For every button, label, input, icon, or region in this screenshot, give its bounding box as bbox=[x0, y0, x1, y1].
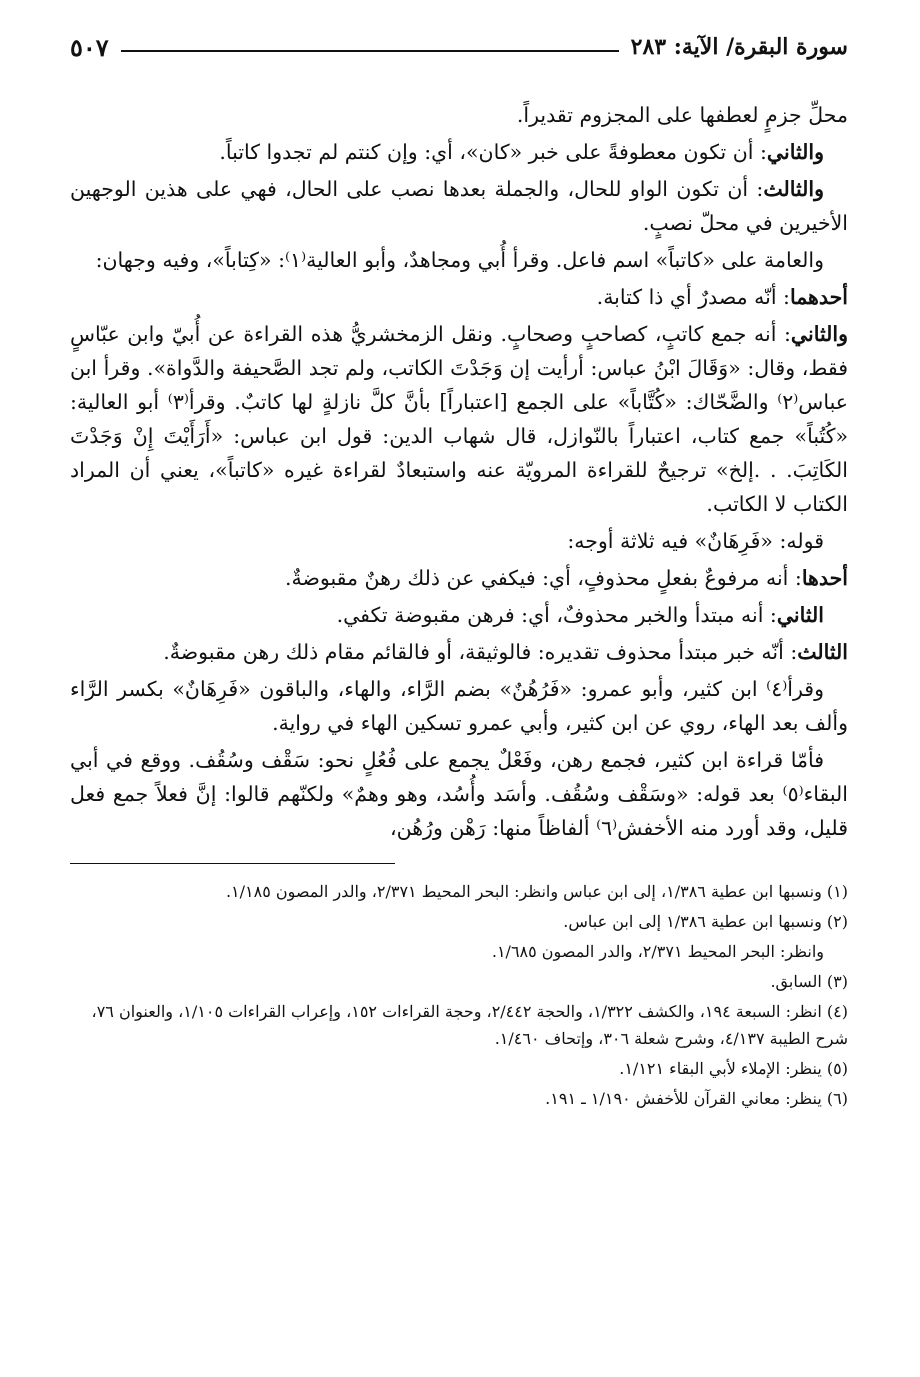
footnote: (٥) ينظر: الإملاء لأبي البقاء ١/١٢١. bbox=[619, 1059, 848, 1078]
footnote-separator bbox=[70, 863, 395, 864]
paragraph: أحدهما: أنّه مصدرٌ أي ذا كتابة. bbox=[596, 285, 848, 309]
main-text bbox=[70, 98, 848, 845]
footnote: (٢) ونسبها ابن عطية ١/٣٨٦ إلى ابن عباس. bbox=[563, 912, 848, 931]
paragraph: والعامة على «كاتباً» اسم فاعل. وقرأ أُبي ومجاهدٌ، وأبو العالية⁽١⁾: «كِتاباً»، وفيه وجهان: bbox=[95, 248, 824, 272]
footnote: (٣) السابق. bbox=[770, 972, 848, 991]
footnote: (٦) ينظر: معاني القرآن للأخفش ١/١٩٠ ـ ١٩١. bbox=[545, 1089, 848, 1108]
keyword: والثاني bbox=[790, 322, 848, 346]
keyword: أحدهما bbox=[789, 285, 848, 309]
keyword: الثاني bbox=[776, 603, 824, 627]
paragraph: فأمّا قراءة ابن كثير، فجمع رهن، وفَعْلٌ يجمع على فُعُلٍ نحو: سَقْف وسُقُف. ووقع في أبي البقاء⁽٥⁾ بعد قوله: «وسَقْف وسُقُف. وأسَد وأُسُد، وهو وهمٌ» ولكنّهم قالوا: إنَّ فعلاً جمع فعل قليل، وقد أورد منه الأخفش⁽٦⁾ ألفاظاً منها: رَهْن ورُهُن، bbox=[70, 748, 848, 840]
keyword: والثاني bbox=[766, 140, 824, 164]
paragraph: محلِّ جزمٍ لعطفها على المجزوم تقديراً. bbox=[516, 103, 848, 127]
document-page bbox=[70, 30, 848, 1347]
paragraph: أحدها: أنه مرفوعٌ بفعلٍ محذوفٍ، أي: فيكفي عن ذلك رهنٌ مقبوضةٌ. bbox=[284, 566, 848, 590]
paragraph: والثالث: أن تكون الواو للحال، والجملة بعدها نصب على الحال، فهي على هذين الوجهين الأخيرين في محلّ نصبٍ. bbox=[70, 177, 848, 235]
header-rule bbox=[121, 50, 619, 52]
header-title: سورة البقرة/ الآية: ٢٨٣ bbox=[630, 34, 848, 60]
paragraph: قوله: «فَرِهَانٌ» فيه ثلاثة أوجه: bbox=[567, 529, 824, 553]
footnotes bbox=[70, 878, 848, 1112]
paragraph: وقرأ⁽٤⁾ ابن كثير، وأبو عمرو: «فَرُهُنٌ» بضم الرَّاء، والهاء، والباقون «فَرِهَانٌ» بكسر الرَّاء وألف بعد الهاء، روي عن ابن كثير، وأبي عمرو تسكين الهاء في رواية. bbox=[70, 677, 848, 735]
footnote: (٤) انظر: السبعة ١٩٤، والكشف ١/٣٢٢، والحجة ٢/٤٤٢، وحجة القراءات ١٥٢، وإعراب القراءات ١/١٠٥، والعنوان ٧٦، شرح الطيبة ٤/١٣٧، وشرح شعلة ٣٠٦، وإتحاف ١/٤٦٠. bbox=[91, 1002, 848, 1048]
page-header bbox=[70, 30, 848, 64]
paragraph: الثاني: أنه مبتدأ والخبر محذوفٌ، أي: فرهن مقبوضة تكفي. bbox=[336, 603, 824, 627]
footnote: (١) ونسبها ابن عطية ١/٣٨٦، إلى ابن عباس وانظر: البحر المحيط ٢/٣٧١، والدر المصون ١/١٨٥. bbox=[225, 882, 848, 901]
page-number: ٥٠٧ bbox=[70, 32, 109, 62]
keyword: والثالث bbox=[763, 177, 824, 201]
paragraph: والثاني: أن تكون معطوفةً على خبر «كان»، أي: وإن كنتم لم تجدوا كاتباً. bbox=[219, 140, 824, 164]
paragraph: والثاني: أنه جمع كاتبٍ، كصاحبٍ وصحابٍ. ونقل الزمخشريُّ هذه القراءة عن أُبيّ وابن عبّاسٍ فقط، وقال: «وَقَالَ ابْنُ عباس: أرأيت إن وَجَدْتَ الكاتب، ولم تجد الصَّحيفة والدَّواة». وقرأ ابن عباس⁽٢⁾ والضَّحّاك: «كُتَّاباً» على الجمع [اعتباراً] بأنَّ كلَّ نازلةٍ لها كاتبٌ. وقرأ⁽٣⁾ أبو العالية: «كُتُباً» جمع كتاب، اعتباراً بالنّوازل، قال شهاب الدين: قول ابن عباس: «أَرَأَيْتَ إِنْ وَجَدْتَ الكَاتِبَ. . .إلخ» ترجيحٌ للقراءة المرويّة عنه واستبعادٌ لقراءة غيره «كاتباً»، يعني أن المراد الكتاب لا الكاتب. bbox=[70, 322, 848, 516]
keyword: الثالث bbox=[797, 640, 848, 664]
paragraph: الثالث: أنّه خبر مبتدأ محذوف تقديره: فالوثيقة، أو فالقائم مقام ذلك رهن مقبوضةٌ. bbox=[163, 640, 848, 664]
keyword: أحدها bbox=[801, 566, 848, 590]
footnote-continuation: وانظر: البحر المحيط ٢/٣٧١، والدر المصون ١/٦٨٥. bbox=[491, 942, 824, 961]
